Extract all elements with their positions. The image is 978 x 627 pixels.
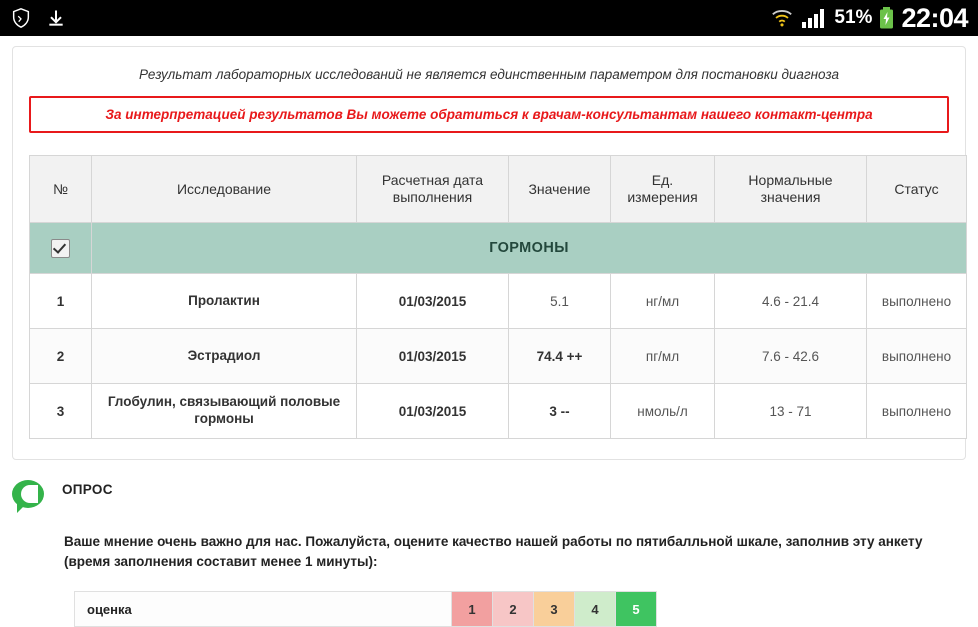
results-table-body [30,223,967,439]
speech-bubble-icon [12,480,46,510]
battery-percent-label: 51% [834,7,873,28]
wifi-icon [770,7,794,29]
row-date: 01/03/2015 [357,384,509,439]
th-value: Значение [509,156,611,223]
row-date: 01/03/2015 [357,329,509,384]
battery-charging-icon [879,7,894,29]
th-study: Исследование [92,156,357,223]
row-status: выполнено [867,329,967,384]
results-table [29,155,967,439]
row-units: пг/мл [611,329,715,384]
row-number: 1 [30,274,92,329]
page-content [0,46,978,627]
row-status: выполнено [867,384,967,439]
row-norm: 13 - 71 [715,384,867,439]
rating-option-3[interactable]: 3 [534,592,575,627]
status-bar-right-icons [770,2,968,33]
results-table-head [30,156,967,223]
android-status-bar [0,0,978,36]
table-row [30,384,967,439]
results-card [12,46,966,460]
row-number: 2 [30,329,92,384]
survey-header [12,478,966,510]
row-value: 3 -- [509,384,611,439]
row-study: Эстрадиол [92,329,357,384]
status-bar-clock: 22:04 [901,2,968,33]
shield-icon [10,7,32,29]
table-row [30,329,967,384]
table-header-row [30,156,967,223]
th-number: № [30,156,92,223]
survey-description: Ваше мнение очень важно для нас. Пожалуйста, оцените качество нашей работы по пятибалльной шкале, заполнив эту анкету (время заполнения составит менее 1 минуты): [64,534,923,569]
row-units: нмоль/л [611,384,715,439]
download-icon [46,7,66,29]
group-label: ГОРМОНЫ [92,223,967,274]
row-units: нг/мл [611,274,715,329]
survey-rating-row [75,592,657,627]
th-date: Расчетная дата выполнения [357,156,509,223]
row-study: Пролактин [92,274,357,329]
th-status: Статус [867,156,967,223]
row-norm: 4.6 - 21.4 [715,274,867,329]
survey-section [12,478,966,627]
rating-option-1[interactable]: 1 [452,592,493,627]
consultation-notice: За интерпретацией результатов Вы можете обратиться к врачам-консультантам нашего контакт-центра [29,96,949,133]
th-norm: Нормальные значения [715,156,867,223]
row-number: 3 [30,384,92,439]
group-select-checkbox[interactable] [51,239,70,258]
table-row [30,274,967,329]
row-status: выполнено [867,274,967,329]
row-date: 01/03/2015 [357,274,509,329]
signal-bars-icon [801,7,827,29]
survey-rating-label: оценка [75,592,452,627]
rating-option-5[interactable]: 5 [616,592,657,627]
survey-title: ОПРОС [62,482,113,497]
group-select-checkbox-cell[interactable] [30,223,92,274]
row-norm: 7.6 - 42.6 [715,329,867,384]
results-disclaimer: Результат лабораторных исследований не является единственным параметром для постановки диагноза [138,67,840,82]
survey-rating-table [74,591,657,627]
th-units: Ед. измерения [611,156,715,223]
status-bar-left-icons [10,7,66,29]
row-study: Глобулин, связывающий половые гормоны [92,384,357,439]
table-group-row [30,223,967,274]
rating-option-4[interactable]: 4 [575,592,616,627]
row-value: 74.4 ++ [509,329,611,384]
rating-option-2[interactable]: 2 [493,592,534,627]
row-value: 5.1 [509,274,611,329]
